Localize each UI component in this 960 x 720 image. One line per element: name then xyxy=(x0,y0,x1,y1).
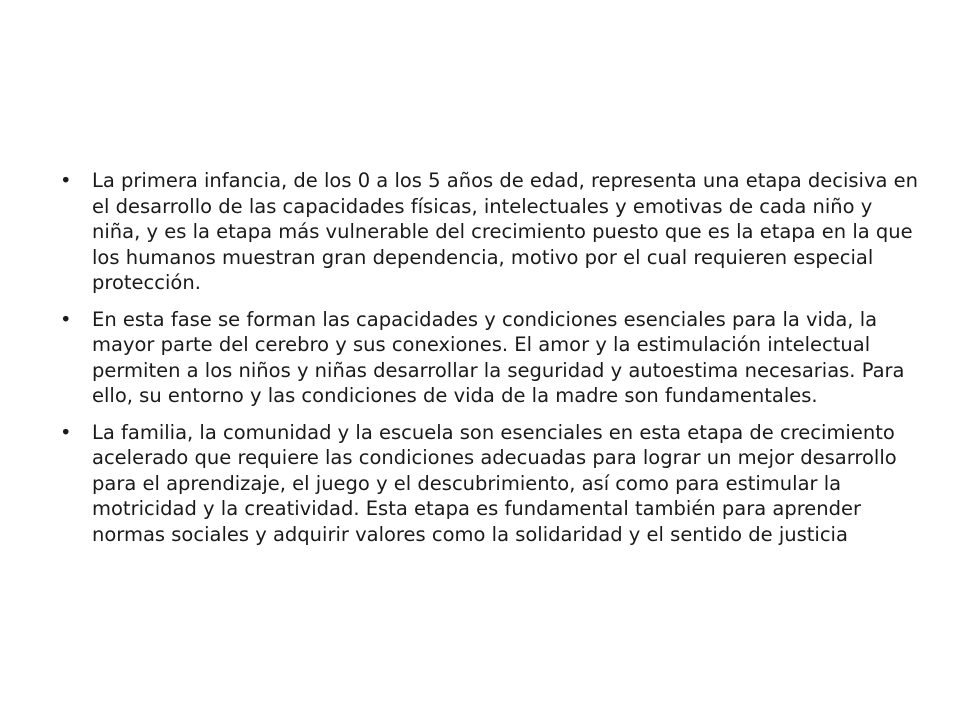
bullet-marker-icon: • xyxy=(60,169,72,192)
bullet-text: La primera infancia, de los 0 a los 5 años de edad, representa una etapa decisiva en el desarrollo de las capacidades físicas, intelectuales y emotivas de cada niño y niña, y es la etapa más vulnerable del crecimiento puesto que es la etapa en la que los humanos muestran gran dependencia, motivo por el cual requieren especial protección. xyxy=(92,169,919,294)
bullet-text: En esta fase se forman las capacidades y condiciones esenciales para la vida, la mayor parte del cerebro y sus conexiones. El amor y la estimulación intelectual permiten a los niños y niñas desarrollar la seguridad y autoestima necesarias. Para ello, su entorno y las condiciones de vida de la madre son fundamentales. xyxy=(92,307,905,407)
bullet-list xyxy=(58,168,918,558)
bullet-item-1 xyxy=(58,168,918,296)
bullet-marker-icon: • xyxy=(60,307,72,331)
bullet-text: La familia, la comunidad y la escuela son esenciales en esta etapa de crecimiento acelerado que requiere las condiciones adecuadas para lograr un mejor desarrollo para el aprendizaje, el juego y el descubrimiento, así como para estimular la motricidad y la creatividad. Esta etapa es fundamental también para aprender normas sociales y adquirir valores como la solidaridad y el sentido de justicia xyxy=(92,420,897,546)
bullet-marker-icon: • xyxy=(60,420,72,444)
bullet-item-2 xyxy=(58,307,918,409)
bullet-item-3 xyxy=(58,420,918,548)
